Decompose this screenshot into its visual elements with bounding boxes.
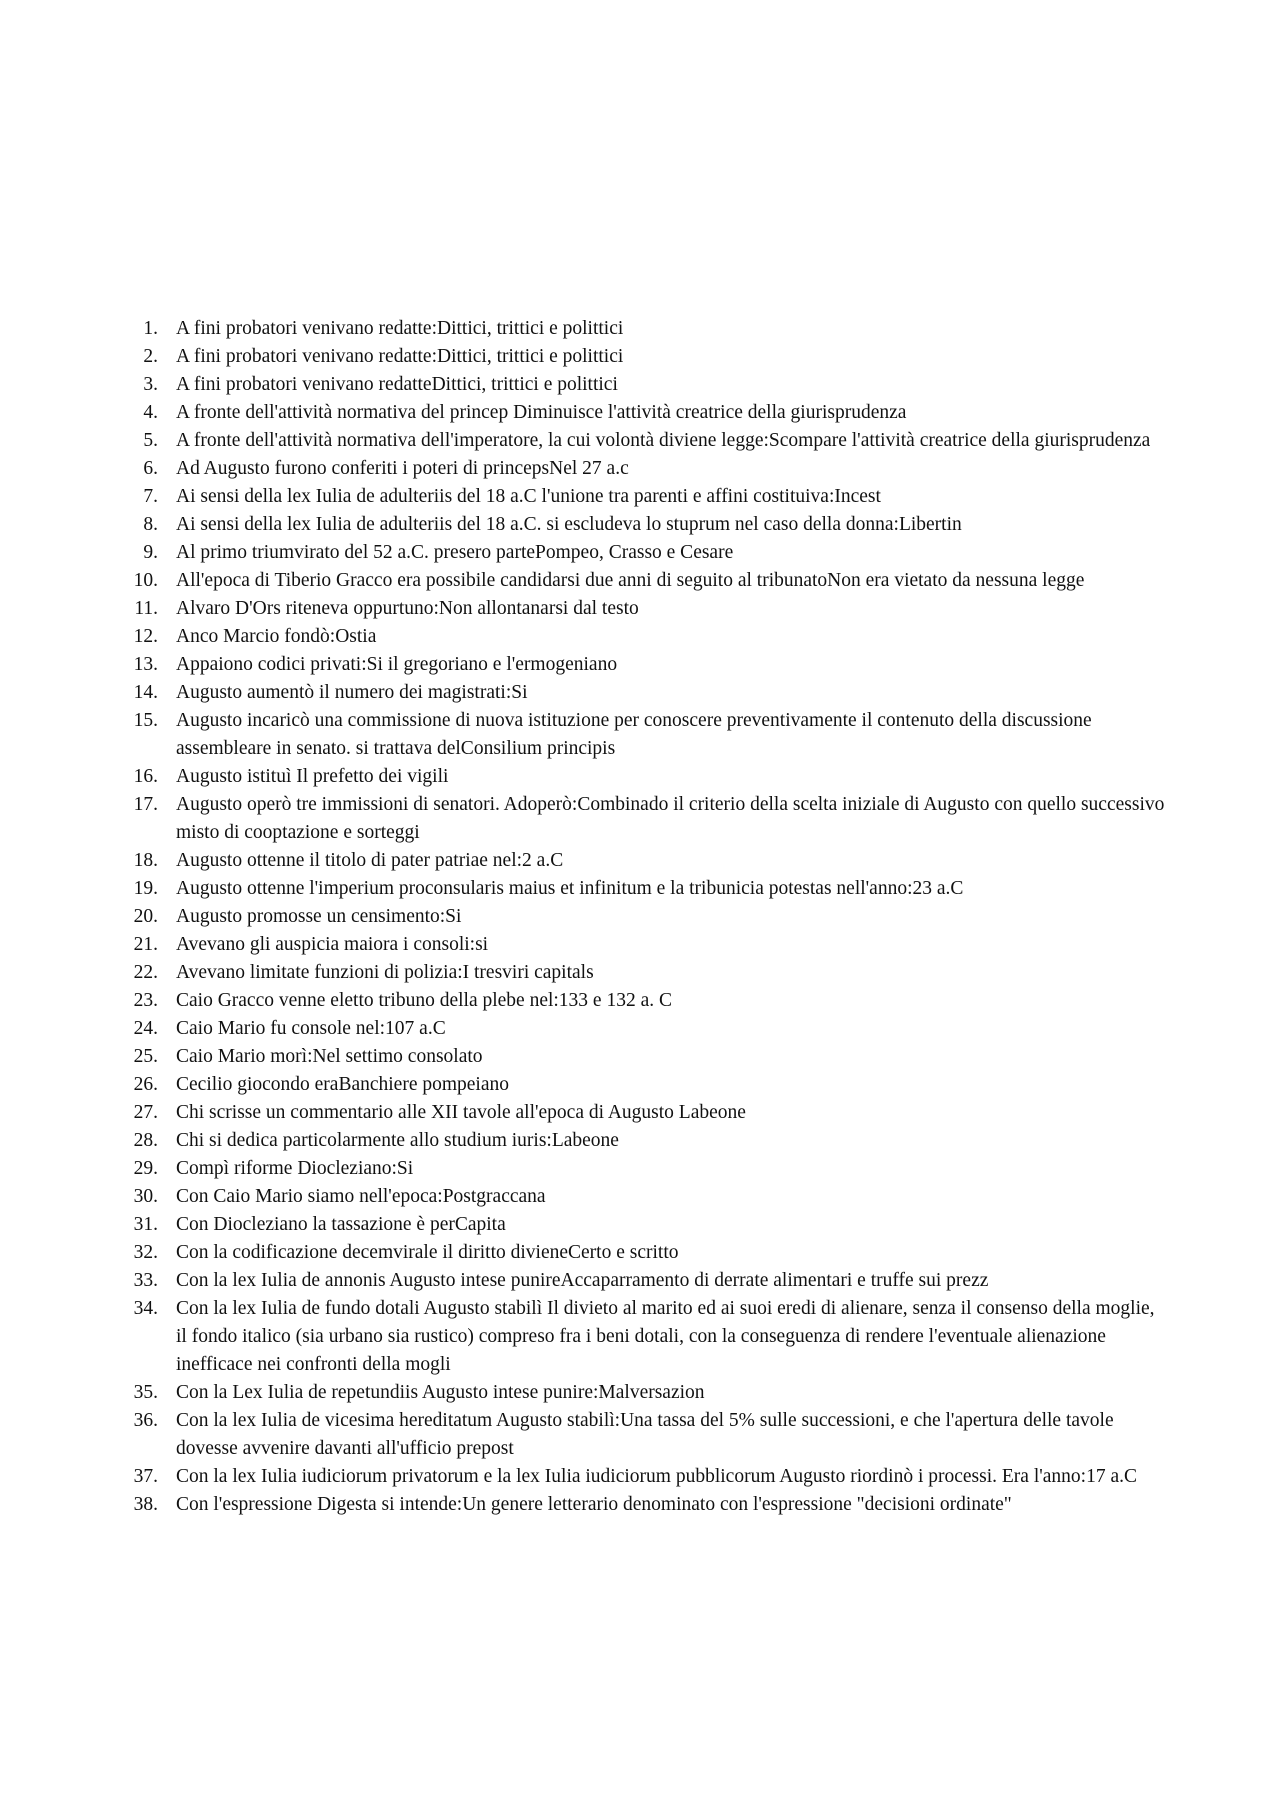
list-item-number: 36. [133,1410,158,1431]
list-item [118,875,1168,903]
list-item-text: A fini probatori venivano redatte:Dittici, trittici e polittici [176,318,624,339]
list-item [118,1491,1168,1519]
list-item-number: 38. [133,1494,158,1515]
list-item-number: 7. [143,486,158,507]
list-item-number: 33. [133,1270,158,1291]
list-item [118,1043,1168,1071]
list-item-number: 13. [133,654,158,675]
list-item-text: Augusto operò tre immissioni di senatori. Adoperò:Combinado il criterio della scelta iniziale di Augusto con quello successivo misto di cooptazione e sorteggi [176,794,1165,843]
list-item-text: Con la lex Iulia de annonis Augusto intese punireAccaparramento di derrate alimentari e truffe sui prezz [176,1270,989,1291]
list-item-number: 14. [133,682,158,703]
list-item-number: 6. [143,458,158,479]
list-item [118,987,1168,1015]
list-item-number: 12. [133,626,158,647]
list-item-number: 15. [133,710,158,731]
list-item-number: 35. [133,1382,158,1403]
list-item-text: A fronte dell'attività normativa del princep Diminuisce l'attività creatrice della giurisprudenza [176,402,907,423]
list-item-number: 37. [133,1466,158,1487]
list-item [118,539,1168,567]
list-item-text: Avevano gli auspicia maiora i consoli:si [176,934,489,955]
list-item [118,511,1168,539]
list-item-text: Con la lex Iulia de vicesima hereditatum Augusto stabilì:Una tassa del 5% sulle successioni, e che l'apertura delle tavole dovesse avvenire davanti all'ufficio prepost [176,1410,1114,1459]
list-item-number: 27. [133,1102,158,1123]
list-item-number: 34. [133,1298,158,1319]
list-item [118,1099,1168,1127]
list-item-number: 10. [133,570,158,591]
list-item-text: Chi scrisse un commentario alle XII tavole all'epoca di Augusto Labeone [176,1102,746,1123]
list-item [118,959,1168,987]
list-item-number: 25. [133,1046,158,1067]
list-item-number: 29. [133,1158,158,1179]
list-item-text: Compì riforme Diocleziano:Si [176,1158,414,1179]
list-item [118,903,1168,931]
list-item [118,343,1168,371]
list-item [118,427,1168,455]
list-item [118,371,1168,399]
list-item-number: 11. [134,598,158,619]
list-item-number: 2. [143,346,158,367]
list-item [118,1379,1168,1407]
list-item-number: 4. [143,402,158,423]
list-item-number: 28. [133,1130,158,1151]
list-item [118,1463,1168,1491]
list-item-text: Anco Marcio fondò:Ostia [176,626,377,647]
list-item-number: 1. [143,318,158,339]
list-item-text: All'epoca di Tiberio Gracco era possibile candidarsi due anni di seguito al tribunatoNon era vietato da nessuna legge [176,570,1085,591]
list-item-text: Ai sensi della lex Iulia de adulteriis del 18 a.C. si escludeva lo stuprum nel caso della donna:Libertin [176,514,962,535]
list-item [118,1127,1168,1155]
list-item-text: Con l'espressione Digesta si intende:Un genere letterario denominato con l'espressione "decisioni ordinate" [176,1494,1012,1515]
list-item-text: Ai sensi della lex Iulia de adulteriis del 18 a.C l'unione tra parenti e affini costituiva:Incest [176,486,881,507]
list-item-text: Caio Mario morì:Nel settimo consolato [176,1046,483,1067]
list-item-text: Augusto istituì Il prefetto dei vigili [176,766,449,787]
list-item-text: Augusto ottenne il titolo di pater patriae nel:2 a.C [176,850,564,871]
list-item [118,1155,1168,1183]
list-item [118,623,1168,651]
list-item-number: 19. [133,878,158,899]
list-item-number: 8. [143,514,158,535]
list-item-text: Augusto aumentò il numero dei magistrati:Si [176,682,528,703]
list-item-text: A fini probatori venivano redatte:Dittici, trittici e polittici [176,346,624,367]
list-item-number: 21. [133,934,158,955]
list-item-text: Avevano limitate funzioni di polizia:I tresviri capitals [176,962,594,983]
list-item [118,847,1168,875]
list-item [118,1211,1168,1239]
list-item-text: Con la lex Iulia de fundo dotali Augusto stabilì Il divieto al marito ed ai suoi eredi di alienare, senza il consenso della moglie, il fondo italico (sia urbano sia rustico) compreso fra i beni dotali, con la conseguenza di rendere l'eventuale alienazione inefficace nei confronti della mogli [176,1298,1155,1375]
list-item-text: Augusto ottenne l'imperium proconsularis maius et infinitum e la tribunicia potestas nell'anno:23 a.C [176,878,964,899]
list-item-number: 20. [133,906,158,927]
list-item-text: Caio Gracco venne eletto tribuno della plebe nel:133 e 132 a. C [176,990,673,1011]
list-item-number: 26. [133,1074,158,1095]
list-item-number: 18. [133,850,158,871]
list-item [118,651,1168,679]
list-item-number: 16. [133,766,158,787]
list-item [118,1183,1168,1211]
list-item [118,679,1168,707]
list-item-text: Con Diocleziano la tassazione è perCapita [176,1214,506,1235]
list-item-text: Al primo triumvirato del 52 a.C. presero partePompeo, Crasso e Cesare [176,542,734,563]
list-item-number: 23. [133,990,158,1011]
list-item-text: Con la codificazione decemvirale il diritto divieneCerto e scritto [176,1242,679,1263]
list-item-text: A fini probatori venivano redatteDittici, trittici e polittici [176,374,618,395]
list-item [118,315,1168,343]
list-item-number: 5. [143,430,158,451]
list-item-text: A fronte dell'attività normativa dell'imperatore, la cui volontà diviene legge:Scompare l'attività creatrice della giurisprudenza [176,430,1151,451]
list-item-text: Chi si dedica particolarmente allo studium iuris:Labeone [176,1130,619,1151]
list-item-text: Con Caio Mario siamo nell'epoca:Postgraccana [176,1186,546,1207]
list-item [118,931,1168,959]
list-item [118,763,1168,791]
list-item-text: Con la Lex Iulia de repetundiis Augusto intese punire:Malversazion [176,1382,705,1403]
list-item-text: Ad Augusto furono conferiti i poteri di princepsNel 27 a.c [176,458,629,479]
list-item [118,791,1168,847]
list-item [118,1071,1168,1099]
list-item-text: Alvaro D'Ors riteneva oppurtuno:Non allontanarsi dal testo [176,598,639,619]
list-item [118,483,1168,511]
list-item [118,455,1168,483]
list-item-number: 30. [133,1186,158,1207]
list-item-text: Appaiono codici privati:Si il gregoriano e l'ermogeniano [176,654,618,675]
list-item-text: Augusto incaricò una commissione di nuova istituzione per conoscere preventivamente il contenuto della discussione assembleare in senato. si trattava delConsilium principis [176,710,1092,759]
list-item-text: Cecilio giocondo eraBanchiere pompeiano [176,1074,510,1095]
list-item-number: 31. [133,1214,158,1235]
list-item [118,1015,1168,1043]
list-item [118,567,1168,595]
list-item-number: 32. [133,1242,158,1263]
list-item [118,1295,1168,1379]
list-item-number: 22. [133,962,158,983]
list-item-number: 9. [143,542,158,563]
list-item [118,595,1168,623]
list-item [118,707,1168,763]
list-item-text: Caio Mario fu console nel:107 a.C [176,1018,446,1039]
list-item-number: 3. [143,374,158,395]
list-item [118,399,1168,427]
list-item [118,1407,1168,1463]
question-answer-list [118,315,1168,1519]
list-item-text: Augusto promosse un censimento:Si [176,906,462,927]
list-item [118,1239,1168,1267]
list-item-number: 24. [133,1018,158,1039]
list-item-text: Con la lex Iulia iudiciorum privatorum e la lex Iulia iudiciorum pubblicorum Augusto riordinò i processi. Era l'anno:17 a.C [176,1466,1137,1487]
list-item [118,1267,1168,1295]
list-item-number: 17. [133,794,158,815]
